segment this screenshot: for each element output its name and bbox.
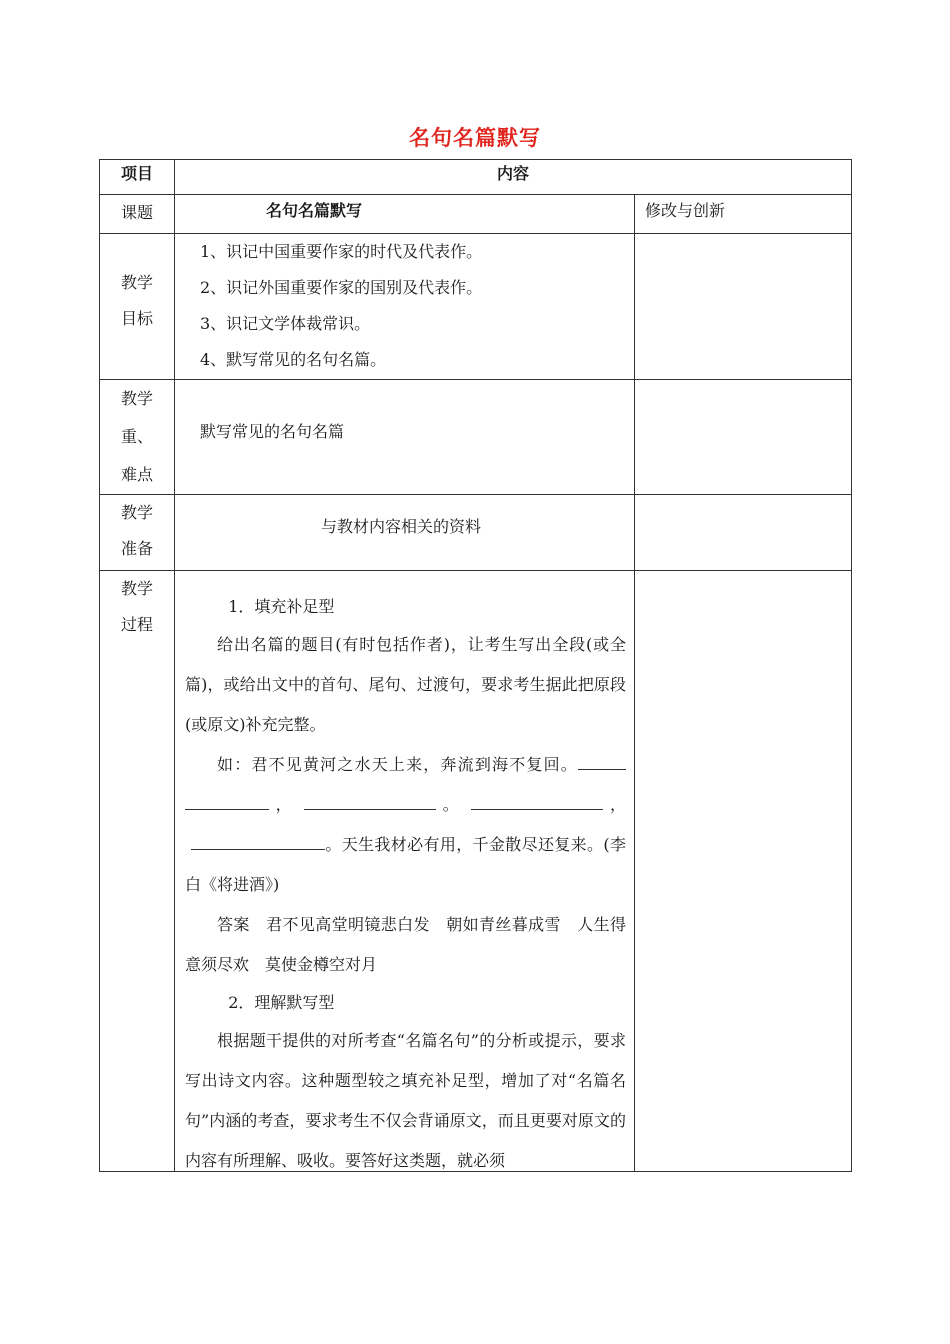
example-answer: 答案 君不见高堂明镜悲白发 朝如青丝暮成雪 人生得意须尽欢 莫使金樽空对月 bbox=[185, 915, 626, 974]
answer-blank bbox=[471, 793, 603, 810]
answer-blank bbox=[191, 833, 225, 850]
key-points-label-line1: 教学 bbox=[120, 389, 153, 408]
type2-description: 根据题干提供的对所考查“名篇名句”的分析或提示，要求写出诗文内容。这种题型较之填充补足型，增加了对“名篇名句”内涵的考查，要求考生不仅会背诵原文，而且更要对原文的内容有所理解、吸收。要答好这类题，就必须 bbox=[185, 1031, 626, 1169]
notes-header-cell bbox=[635, 195, 852, 234]
process-label bbox=[100, 571, 175, 1172]
process-content bbox=[175, 571, 635, 1172]
header-row bbox=[100, 160, 852, 195]
header-content: 内容 bbox=[175, 160, 852, 195]
goal-item: 4、默写常见的名句名篇。 bbox=[200, 350, 387, 369]
header-item: 项目 bbox=[100, 160, 175, 195]
topic-label: 课题 bbox=[100, 195, 175, 234]
example-comma: ， bbox=[603, 795, 626, 814]
answer-blank bbox=[304, 793, 436, 810]
preparation-row bbox=[100, 495, 852, 571]
type1-description: 给出名篇的题目(有时包括作者)，让考生写出全段(或全篇)，或给出文中的首句、尾句、过渡句，要求考生据此把原段(或原文)补充完整。 bbox=[185, 635, 626, 734]
preparation-label-line2: 准备 bbox=[120, 539, 153, 558]
key-points-content bbox=[175, 380, 635, 495]
goals-label bbox=[100, 234, 175, 380]
example-suffix: 。天生我材必有用，千金散尽还复来。(李白《将进酒》) bbox=[185, 835, 626, 894]
goal-item: 1、识记中国重要作家的时代及代表作。 bbox=[200, 242, 483, 261]
process-label-line1: 教学 bbox=[120, 579, 153, 598]
example-question bbox=[185, 745, 626, 905]
key-points-label-line2: 重、 bbox=[120, 427, 153, 446]
key-points-row bbox=[100, 380, 852, 495]
process-label-line2: 过程 bbox=[120, 615, 153, 634]
key-points-label-line3: 难点 bbox=[120, 465, 153, 484]
answer-blank bbox=[185, 793, 269, 810]
preparation-content bbox=[175, 495, 635, 571]
goals-label-line2: 目标 bbox=[120, 309, 153, 328]
answer-blank bbox=[225, 833, 325, 850]
page-title: 名句名篇默写 bbox=[409, 126, 541, 150]
goals-content bbox=[175, 234, 635, 380]
key-points-label bbox=[100, 380, 175, 495]
example-period: 。 bbox=[436, 795, 466, 814]
key-points-notes bbox=[635, 380, 852, 495]
answer-blank bbox=[578, 753, 626, 770]
example-comma: ， bbox=[269, 795, 299, 814]
goals-notes bbox=[635, 234, 852, 380]
lesson-plan-table bbox=[99, 159, 852, 1172]
key-points-value: 默写常见的名句名篇 bbox=[200, 422, 345, 441]
goal-item: 3、识记文学体裁常识。 bbox=[200, 314, 371, 333]
topic-row bbox=[100, 195, 852, 234]
type2-heading: 2．理解默写型 bbox=[228, 993, 335, 1012]
topic-value: 名句名篇默写 bbox=[266, 201, 363, 220]
preparation-value: 与教材内容相关的资料 bbox=[321, 517, 482, 536]
goals-row bbox=[100, 234, 852, 380]
notes-header: 修改与创新 bbox=[645, 201, 726, 220]
type1-heading: 1．填充补足型 bbox=[228, 597, 335, 616]
topic-value-cell bbox=[175, 195, 635, 234]
goal-item: 2、识记外国重要作家的国别及代表作。 bbox=[200, 278, 483, 297]
process-notes bbox=[635, 571, 852, 1172]
preparation-notes bbox=[635, 495, 852, 571]
process-row bbox=[100, 571, 852, 1172]
preparation-label bbox=[100, 495, 175, 571]
example-prefix: 如：君不见黄河之水天上来，奔流到海不复回。 bbox=[217, 755, 578, 774]
goals-label-line1: 教学 bbox=[120, 273, 153, 292]
preparation-label-line1: 教学 bbox=[120, 503, 153, 522]
